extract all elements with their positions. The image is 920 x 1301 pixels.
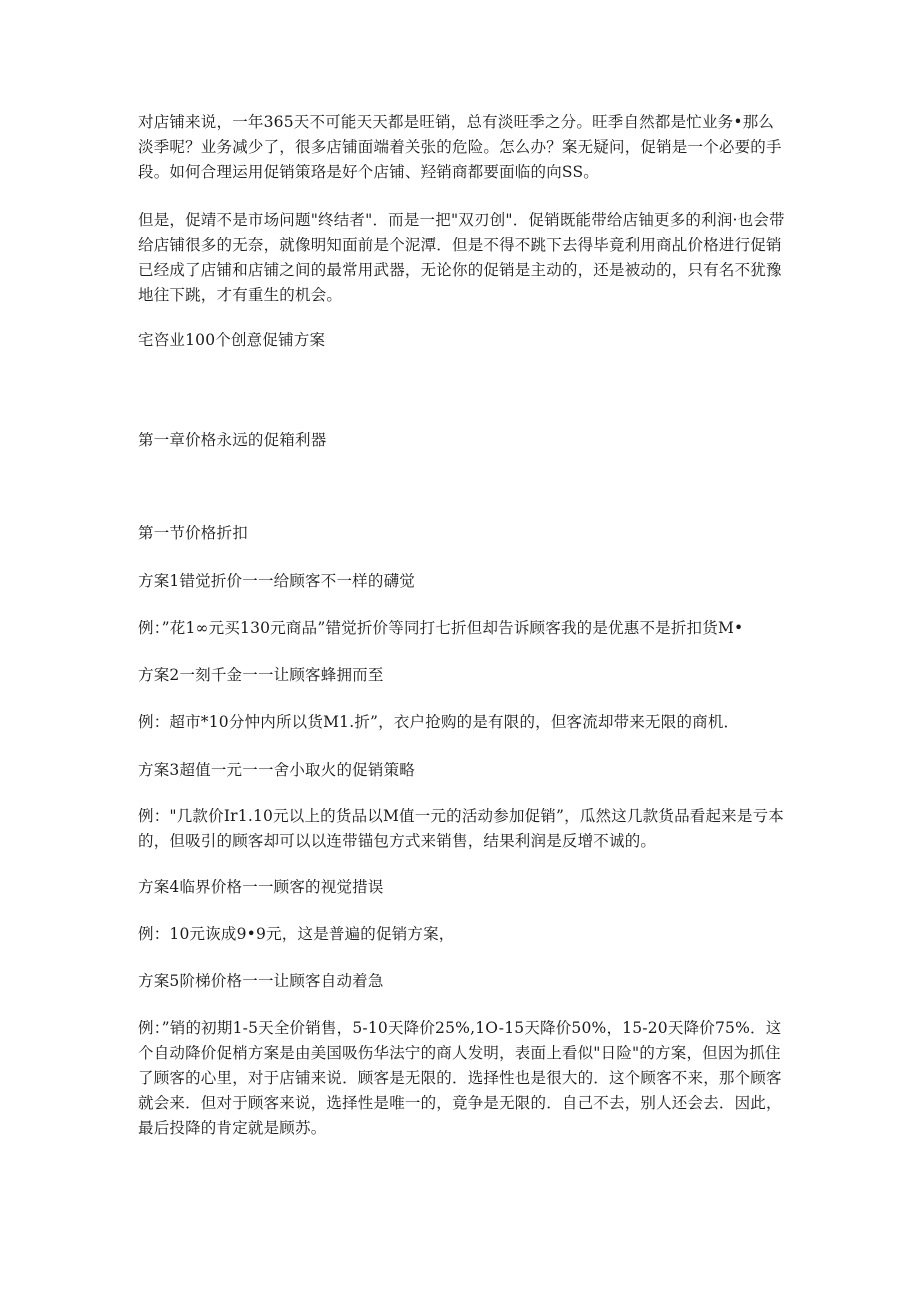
plan-2-example: 例：超市*10分忡内所以货M1.折”，衣户抢购的是有限的，但客流却带来无限的商机． bbox=[138, 713, 740, 731]
section-title: 第一节价格折扣 bbox=[138, 524, 248, 542]
plan-2-heading: 方案2一刻千金一一让顾客蜂拥而至 bbox=[138, 666, 384, 684]
plan-4-heading: 方案4临界价格一一顾客的视觉措误 bbox=[138, 878, 384, 896]
plan-5-heading: 方案5阶梯价格一一让顾客自动着急 bbox=[138, 972, 384, 990]
book-title: 宅咨业100个创意促铺方案 bbox=[138, 331, 326, 349]
plan-3-example: 例："几款价Ir1.10元以上的货品以M值一元的活动参加促销”，瓜然这几款货品看起来是亏本的，但吸引的顾客却可以以连带锚包方式来销售，结果利润是反增不诚的。 bbox=[138, 807, 784, 850]
plan-3-heading: 方案3超值一元一一舍小取火的促销策略 bbox=[138, 761, 415, 779]
plan-4-example: 例：10元诙成9•9元，这是普遍的促销方案， bbox=[138, 925, 455, 943]
plan-1-heading: 方案1错觉折价一一给顾客不一样的礴觉 bbox=[138, 572, 415, 590]
intro-paragraph-2: 但是，促靖不是市场问题"终结者"．而是一把"双刃创"．促销既能带给店铀更多的利润·也会带给店铺很多的无奈，就像明知面前是个泥潭．但是不得不跳下去得毕竟利用商乩价格进行促销已经成了店铺和店铺之间的最常用武器，无论你的促销是主动的，还是被动的，只有名不犹豫地往下跳，才有重生的机会。 bbox=[138, 211, 785, 304]
plan-1-example: 例：”花1∞元买130元商品”错觉折价等同打七折但却告诉顾客我的是优惠不是折扣货M• bbox=[138, 619, 744, 637]
chapter-title: 第一章价格永远的促箱利器 bbox=[138, 431, 327, 449]
plan-5-example: 例：”销的初期1-5天全价销售，5-10天降价25%,1O-15天降价50%，15-20天降价75%．这个自动降价促梢方案是由美国吸伤华法宁的商人发明，表面上看似"日险"的方案，但因为抓住了顾客的心里，对于店铺来说．顾客是无限的．选择性也是很大的．这个顾客不来，那个顾客就会来．但对于顾客来说，选择性是唯一的，竟争是无限的．自己不去，别人还会去．因此，最后投降的肯定就是顾苏。 bbox=[138, 1019, 782, 1137]
intro-paragraph-1: 对店铺来说，一年365天不可能天天都是旺销，总有淡旺季之分。旺季自然都是忙业务•那么淡季呢？业务减少了，很多店铺面端着关张的危险。怎么办？案无疑问，促销是一个必要的手段。如何合理运用促销策珞是好个店铺、羟销商都要面临的向SS。 bbox=[138, 113, 782, 181]
